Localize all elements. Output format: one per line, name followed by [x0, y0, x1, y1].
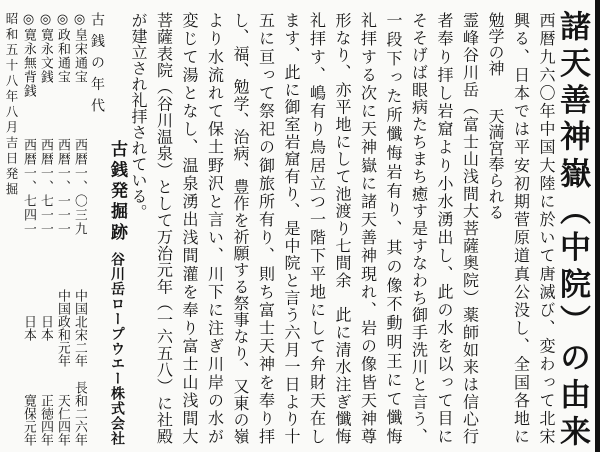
- body-column: そそげば眼病たちまち癒す是すなわち御手洗川と言う、: [409, 12, 429, 444]
- body-column: が建立され礼拝されている。: [129, 12, 148, 220]
- coin-era: 正徳四年: [38, 394, 53, 446]
- body-column: 勉学の神 天満宮奉られる: [486, 12, 505, 220]
- organization-name: 谷川岳ロープウエー株式会社: [109, 252, 125, 445]
- body-column: ます、此に御室岩窟有り、是中院と言う六月一日より十: [282, 12, 301, 444]
- body-column: 霊峰谷川岳（富士山浅間大菩薩奥院）薬師如来は信心行: [460, 12, 480, 444]
- sign-frame-edge: [595, 0, 600, 452]
- body-column: 礼拝す、嶋有り鳥居立つ一階下平地にして弁財天在し: [307, 12, 327, 444]
- body-column: 西暦九六〇年中国大陸に於いて唐滅び、変わって北宋: [537, 12, 556, 444]
- body-column: 形なり、亦平地にして池渡り七間余 此に清水注ぎ懺悔: [333, 12, 352, 444]
- body-column: より水流れて保土野沢と言い、川下に注ぎ川岸の水が: [205, 12, 225, 444]
- coin-table-heading: 古銭の年代: [89, 12, 105, 112]
- body-column: し、福、勉学、治病、豊作を祈願する祭事なり、又東の嶺: [231, 12, 250, 444]
- coin-origin: 日本: [21, 315, 36, 341]
- coin-name: ◎政和通宝: [55, 12, 70, 84]
- coin-name: ◎寛永無背銭: [21, 12, 36, 98]
- coin-era: 天仁四年: [55, 394, 70, 446]
- sign-title: 諸天善神嶽（中院）の由来: [554, 10, 590, 446]
- coin-origin: 日本: [38, 315, 53, 341]
- body-column: 礼拝する次に天神嶽に諸天善神現れ、岩の像皆天神尊: [358, 12, 378, 444]
- coin-year: 西暦一、〇三九: [72, 138, 87, 236]
- coin-era: 長和二六年: [72, 381, 87, 446]
- body-column: 菩薩表院（谷川温泉）として万治元年（一六五八）に社殿: [154, 12, 174, 444]
- coin-year: 西暦一、一一一: [55, 138, 70, 236]
- body-column: 変じて湯となし、温泉湧出浅間灌を奉り富士山浅間大: [180, 12, 199, 444]
- site-label: 古銭発掘跡: [107, 140, 127, 240]
- excavation-note: 昭和五十八年八月吉日発掘: [4, 12, 19, 198]
- coin-year: 西暦一、七四一: [21, 138, 36, 236]
- body-column: 一段下った所懺悔岩有り、其の像不動明王にて懺悔: [384, 12, 403, 444]
- coin-table-row: [71, 0, 87, 452]
- coin-table-row: [54, 0, 70, 452]
- coin-origin: 中国政和元年: [55, 289, 70, 367]
- body-column: 五に亘って祭祀の御旅所有り、則ち富士天神を奉り拝: [256, 12, 276, 444]
- coin-year: 西暦一、七一一: [38, 138, 53, 236]
- coin-era: 寛保元年: [21, 394, 36, 446]
- body-column: 者奉り拝し岩窟より小水湧出し、此の水を以って目に: [435, 12, 454, 444]
- coin-origin: 中国北宋二年: [72, 289, 87, 367]
- coin-name: ◎皇宋通宝: [72, 12, 87, 84]
- coin-name: ◎寛永文銭: [38, 12, 53, 84]
- coin-table-row: [37, 0, 53, 452]
- body-column: 興る、日本では平安初期菅原道真公没し、全国各地に: [511, 12, 531, 444]
- coin-table-row: [20, 0, 36, 452]
